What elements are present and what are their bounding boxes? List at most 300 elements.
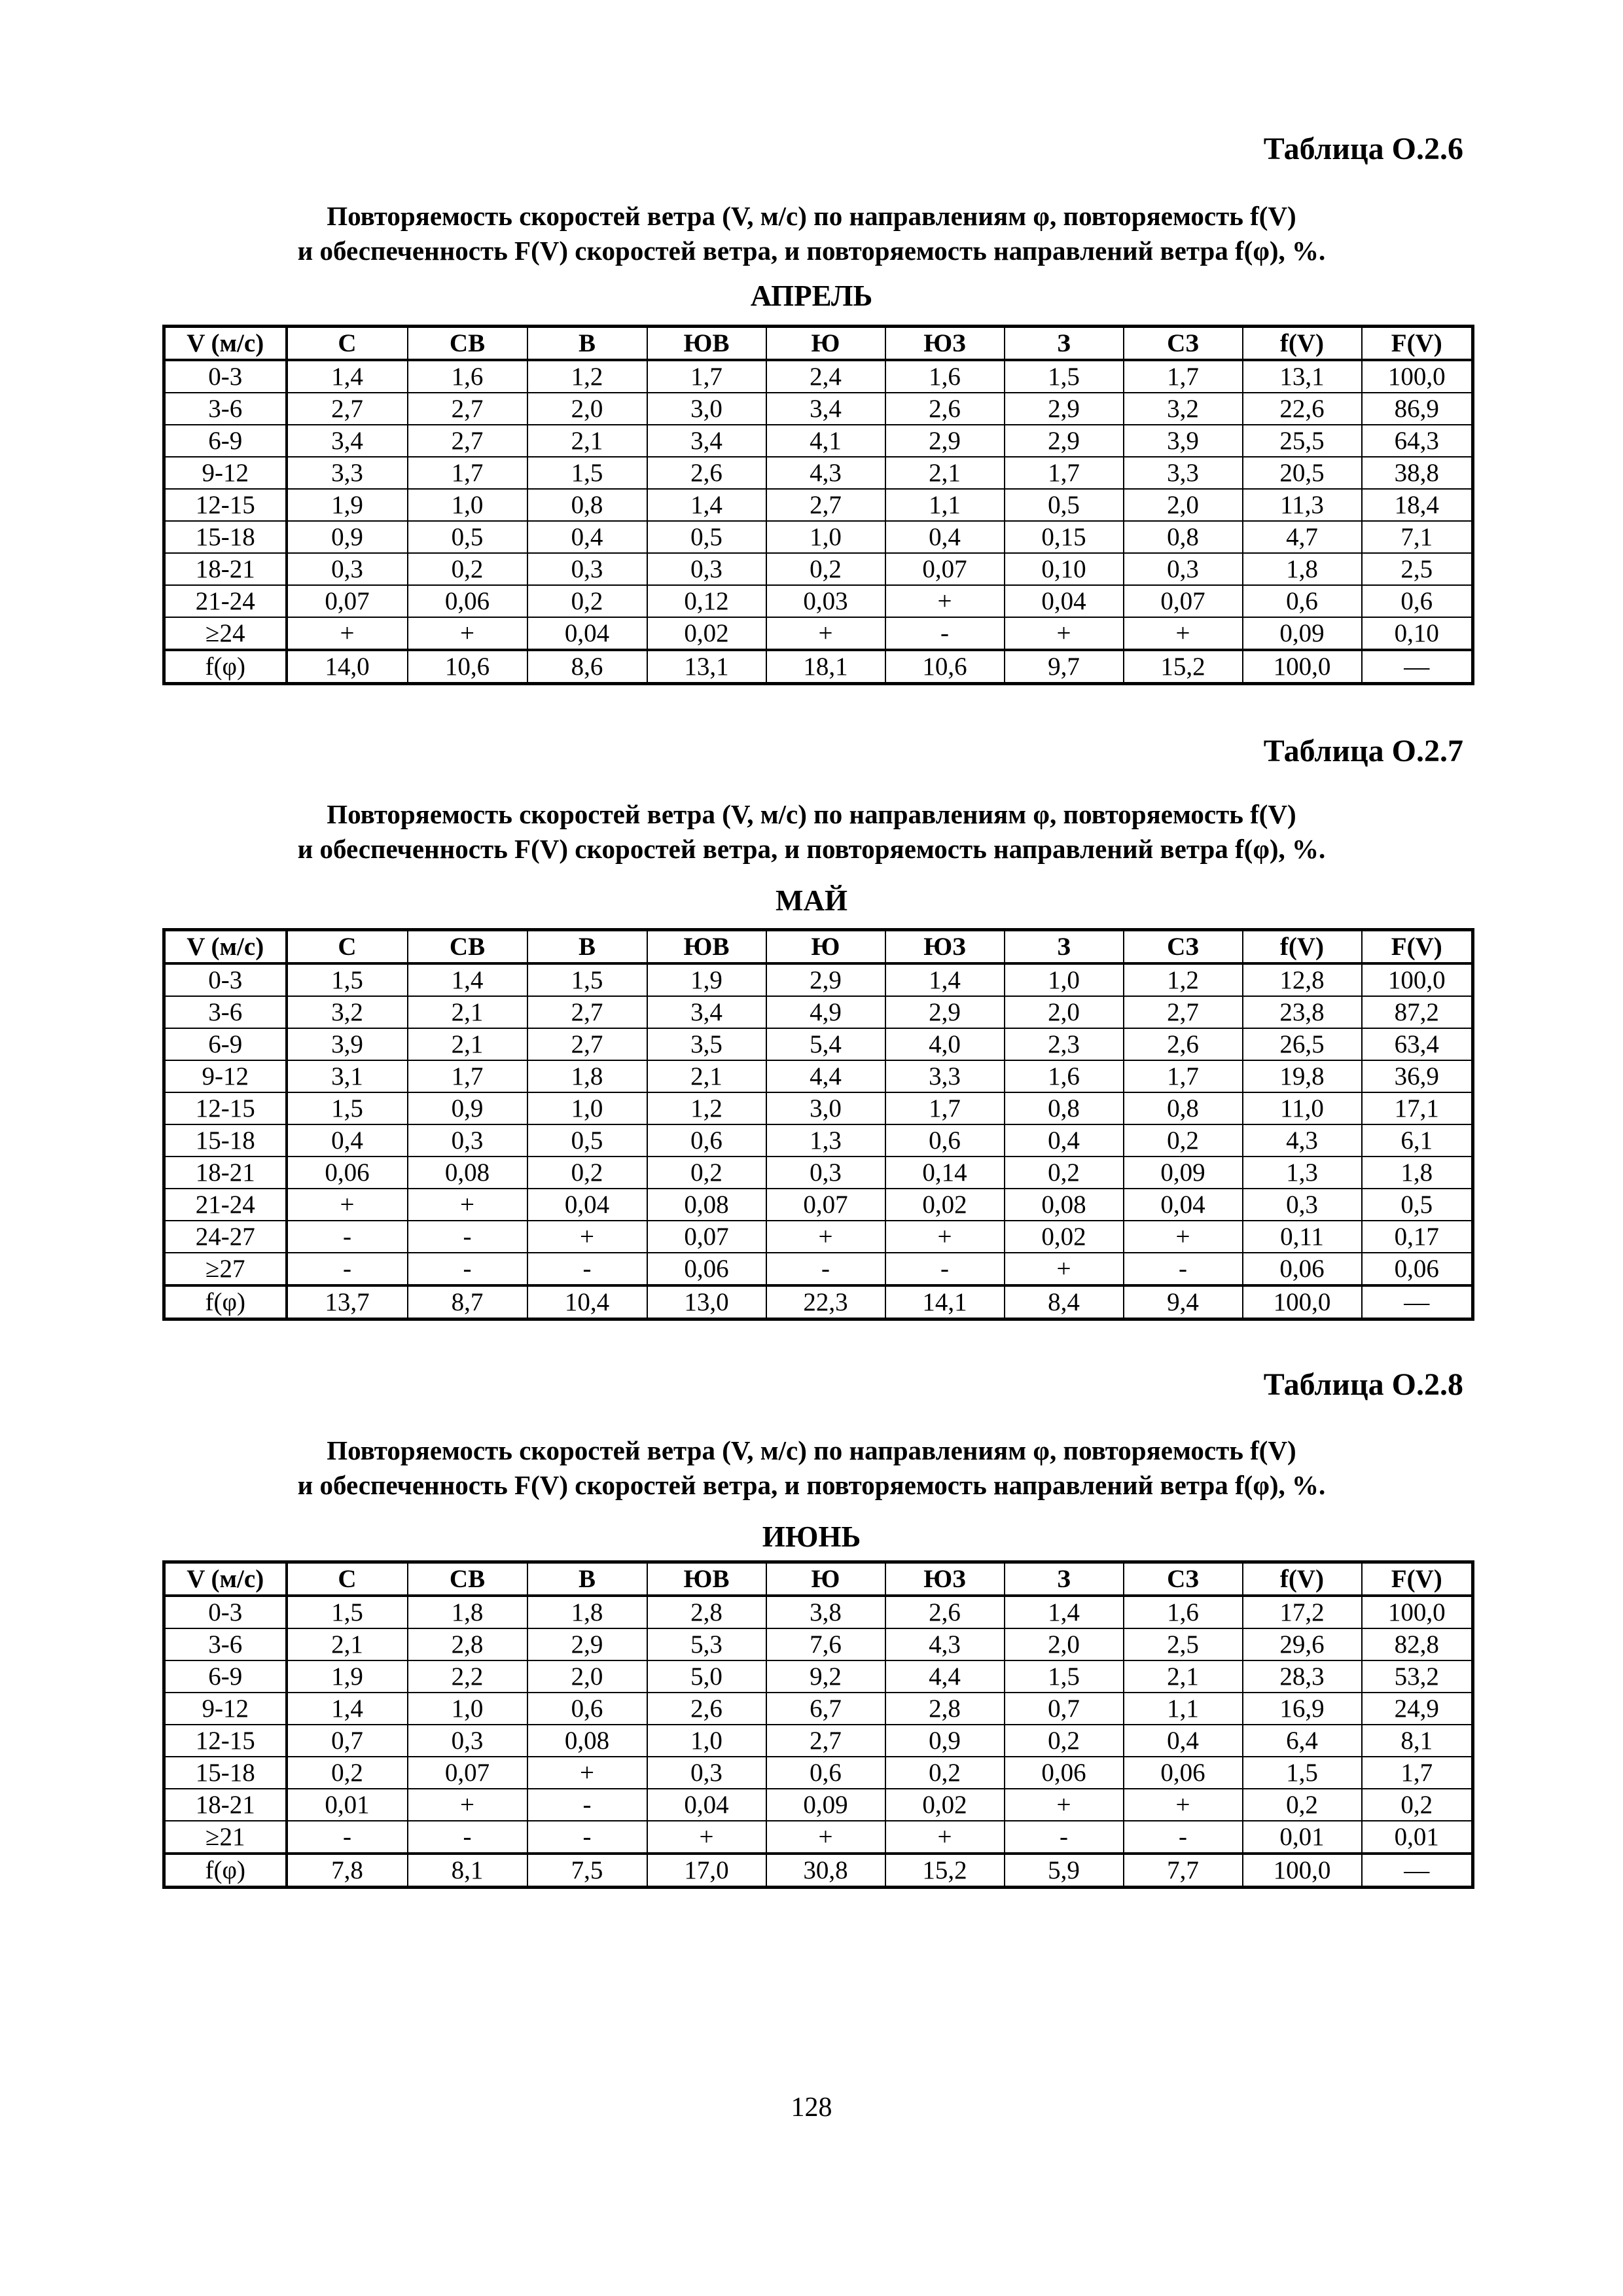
table-row	[164, 1092, 1473, 1124]
value-cell: 1,9	[287, 489, 408, 521]
value-cell: 0,09	[1243, 617, 1362, 650]
value-cell: 3,4	[647, 996, 766, 1028]
value-cell: 18,4	[1362, 489, 1473, 521]
value-cell: 2,0	[527, 1660, 647, 1693]
value-cell: 0,9	[408, 1092, 527, 1124]
value-cell: 2,2	[408, 1660, 527, 1693]
value-cell: 0,06	[287, 1157, 408, 1189]
table-row	[164, 489, 1473, 521]
value-cell: 3,1	[287, 1060, 408, 1092]
value-cell: 86,9	[1362, 393, 1473, 425]
value-cell: 0,07	[1124, 585, 1243, 617]
value-cell: 20,5	[1243, 457, 1362, 489]
speed-range-cell: 0-3	[164, 360, 287, 393]
value-cell: 0,2	[1005, 1725, 1124, 1757]
table-label: Таблица О.2.8	[1263, 1367, 1463, 1402]
value-cell: -	[527, 1253, 647, 1285]
value-cell: 23,8	[1243, 996, 1362, 1028]
value-cell: +	[766, 1821, 885, 1854]
column-header-e: В	[527, 1562, 647, 1596]
speed-range-cell: 9-12	[164, 1693, 287, 1725]
value-cell: 0,01	[1362, 1821, 1473, 1854]
table-row	[164, 521, 1473, 553]
value-cell: 100,0	[1362, 360, 1473, 393]
column-header-s: Ю	[766, 1562, 885, 1596]
value-cell: 0,2	[527, 585, 647, 617]
value-cell: 16,9	[1243, 1693, 1362, 1725]
value-cell: +	[647, 1821, 766, 1854]
value-cell: 2,7	[766, 489, 885, 521]
value-cell: 11,0	[1243, 1092, 1362, 1124]
value-cell: 17,1	[1362, 1092, 1473, 1124]
value-cell: 0,15	[1005, 521, 1124, 553]
value-cell: 2,1	[1124, 1660, 1243, 1693]
value-cell: 4,4	[766, 1060, 885, 1092]
value-cell: 1,9	[287, 1660, 408, 1693]
value-cell: 1,0	[408, 489, 527, 521]
value-cell: 0,10	[1362, 617, 1473, 650]
value-cell: 2,9	[766, 963, 885, 996]
value-cell: 1,5	[1005, 1660, 1124, 1693]
sum-value-cell: 10,4	[527, 1285, 647, 1319]
value-cell: 0,6	[1362, 585, 1473, 617]
value-cell: 9,2	[766, 1660, 885, 1693]
wind-table-april	[162, 325, 1474, 685]
column-header-Fv: F(V)	[1362, 327, 1473, 361]
value-cell: 1,7	[647, 360, 766, 393]
value-cell: 38,8	[1362, 457, 1473, 489]
value-cell: 0,2	[408, 553, 527, 585]
value-cell: 0,14	[885, 1157, 1005, 1189]
value-cell: 0,10	[1005, 553, 1124, 585]
table-row	[164, 1596, 1473, 1628]
column-header-speed: V (м/с)	[164, 327, 287, 361]
value-cell: 1,5	[1243, 1757, 1362, 1789]
value-cell: 1,1	[885, 489, 1005, 521]
value-cell: 2,7	[408, 425, 527, 457]
value-cell: 4,3	[766, 457, 885, 489]
value-cell: 2,4	[766, 360, 885, 393]
sum-value-cell: 7,8	[287, 1854, 408, 1888]
speed-range-cell: 6-9	[164, 1028, 287, 1060]
value-cell: 1,0	[408, 1693, 527, 1725]
value-cell: 7,1	[1362, 521, 1473, 553]
value-cell: 2,9	[885, 996, 1005, 1028]
value-cell: 6,1	[1362, 1124, 1473, 1157]
value-cell: 1,3	[766, 1124, 885, 1157]
value-cell: 4,4	[885, 1660, 1005, 1693]
table-row	[164, 1189, 1473, 1221]
value-cell: +	[1124, 617, 1243, 650]
table-row	[164, 1028, 1473, 1060]
value-cell: -	[1124, 1253, 1243, 1285]
value-cell: 0,06	[647, 1253, 766, 1285]
value-cell: 4,9	[766, 996, 885, 1028]
column-header-speed: V (м/с)	[164, 930, 287, 964]
value-cell: +	[766, 617, 885, 650]
value-cell: -	[408, 1821, 527, 1854]
value-cell: 0,3	[766, 1157, 885, 1189]
sum-value-cell: 8,6	[527, 650, 647, 684]
value-cell: +	[408, 1789, 527, 1821]
value-cell: 0,01	[287, 1789, 408, 1821]
value-cell: +	[885, 585, 1005, 617]
value-cell: 0,01	[1243, 1821, 1362, 1854]
caption-line-1: Повторяемость скоростей ветра (V, м/с) по направлениям φ, повторяемость f(V)	[327, 799, 1296, 829]
value-cell: 1,4	[885, 963, 1005, 996]
sum-value-cell: 7,5	[527, 1854, 647, 1888]
speed-range-cell: 0-3	[164, 963, 287, 996]
column-header-fv: f(V)	[1243, 930, 1362, 964]
month-title: АПРЕЛЬ	[750, 279, 873, 312]
value-cell: 3,8	[766, 1596, 885, 1628]
sum-label-cell: f(φ)	[164, 1285, 287, 1319]
value-cell: 4,3	[885, 1628, 1005, 1660]
value-cell: 2,1	[408, 1028, 527, 1060]
column-header-s: Ю	[766, 327, 885, 361]
value-cell: 0,04	[527, 617, 647, 650]
sum-value-cell: 100,0	[1243, 650, 1362, 684]
value-cell: 3,2	[287, 996, 408, 1028]
value-cell: 22,6	[1243, 393, 1362, 425]
value-cell: 0,07	[647, 1221, 766, 1253]
value-cell: 0,07	[287, 585, 408, 617]
value-cell: 2,6	[885, 1596, 1005, 1628]
column-header-sw: ЮЗ	[885, 327, 1005, 361]
value-cell: 0,5	[1005, 489, 1124, 521]
value-cell: 2,9	[1005, 393, 1124, 425]
value-cell: -	[527, 1821, 647, 1854]
value-cell: 36,9	[1362, 1060, 1473, 1092]
sum-value-cell: 17,0	[647, 1854, 766, 1888]
column-header-e: В	[527, 327, 647, 361]
value-cell: 1,8	[1243, 553, 1362, 585]
value-cell: 2,7	[1124, 996, 1243, 1028]
column-header-w: З	[1005, 327, 1124, 361]
speed-range-cell: 6-9	[164, 1660, 287, 1693]
sum-value-cell: 14,1	[885, 1285, 1005, 1319]
column-header-Fv: F(V)	[1362, 930, 1473, 964]
value-cell: -	[287, 1253, 408, 1285]
sum-value-cell: 8,4	[1005, 1285, 1124, 1319]
value-cell: 4,7	[1243, 521, 1362, 553]
value-cell: 0,4	[1124, 1725, 1243, 1757]
value-cell: 2,7	[766, 1725, 885, 1757]
value-cell: -	[766, 1253, 885, 1285]
speed-range-cell: ≥27	[164, 1253, 287, 1285]
value-cell: 0,9	[287, 521, 408, 553]
sum-value-cell: 15,2	[885, 1854, 1005, 1888]
value-cell: 4,0	[885, 1028, 1005, 1060]
speed-range-cell: ≥21	[164, 1821, 287, 1854]
value-cell: 2,1	[408, 996, 527, 1028]
sum-value-cell: 9,7	[1005, 650, 1124, 684]
speed-range-cell: 21-24	[164, 1189, 287, 1221]
value-cell: 0,06	[1243, 1253, 1362, 1285]
value-cell: 1,3	[1243, 1157, 1362, 1189]
value-cell: 0,2	[1005, 1157, 1124, 1189]
value-cell: 0,5	[527, 1124, 647, 1157]
column-header-w: З	[1005, 1562, 1124, 1596]
value-cell: 11,3	[1243, 489, 1362, 521]
caption-line-1: Повторяемость скоростей ветра (V, м/с) по направлениям φ, повторяемость f(V)	[327, 201, 1296, 231]
value-cell: 0,2	[287, 1757, 408, 1789]
direction-sum-row	[164, 650, 1473, 684]
caption-line-2: и обеспеченность F(V) скоростей ветра, и повторяемость направлений ветра f(φ), %.	[297, 834, 1326, 865]
value-cell: 1,7	[1124, 360, 1243, 393]
value-cell: +	[1005, 1789, 1124, 1821]
value-cell: -	[287, 1821, 408, 1854]
sum-value-cell: 30,8	[766, 1854, 885, 1888]
table-row	[164, 1693, 1473, 1725]
value-cell: 0,8	[1005, 1092, 1124, 1124]
value-cell: 0,2	[1124, 1124, 1243, 1157]
value-cell: 0,3	[408, 1124, 527, 1157]
value-cell: 1,0	[766, 521, 885, 553]
column-header-se: ЮВ	[647, 1562, 766, 1596]
table-row	[164, 1660, 1473, 1693]
table-caption	[0, 199, 1623, 269]
value-cell: 4,1	[766, 425, 885, 457]
value-cell: 1,5	[527, 963, 647, 996]
header-row	[164, 327, 1473, 361]
value-cell: 3,3	[287, 457, 408, 489]
month-title: МАЙ	[776, 884, 847, 917]
value-cell: 64,3	[1362, 425, 1473, 457]
sum-value-cell: 13,1	[647, 650, 766, 684]
value-cell: +	[885, 1821, 1005, 1854]
value-cell: +	[1124, 1221, 1243, 1253]
table-caption	[0, 797, 1623, 867]
speed-range-cell: 3-6	[164, 1628, 287, 1660]
value-cell: 2,5	[1124, 1628, 1243, 1660]
header-row	[164, 930, 1473, 964]
value-cell: 7,6	[766, 1628, 885, 1660]
value-cell: 1,7	[1362, 1757, 1473, 1789]
sum-value-cell: 18,1	[766, 650, 885, 684]
value-cell: 0,8	[1124, 521, 1243, 553]
page-number: 128	[791, 2092, 832, 2123]
sum-value-cell: 10,6	[408, 650, 527, 684]
value-cell: 1,4	[408, 963, 527, 996]
speed-range-cell: 6-9	[164, 425, 287, 457]
value-cell: 0,07	[766, 1189, 885, 1221]
column-header-nw: СЗ	[1124, 327, 1243, 361]
value-cell: 6,7	[766, 1693, 885, 1725]
value-cell: 2,6	[647, 457, 766, 489]
table-row	[164, 1789, 1473, 1821]
value-cell: 2,1	[647, 1060, 766, 1092]
value-cell: 1,2	[527, 360, 647, 393]
value-cell: 0,3	[647, 553, 766, 585]
table-caption	[0, 1433, 1623, 1503]
table-row	[164, 1628, 1473, 1660]
value-cell: 0,6	[885, 1124, 1005, 1157]
speed-range-cell: 12-15	[164, 1725, 287, 1757]
value-cell: 0,6	[527, 1693, 647, 1725]
value-cell: 100,0	[1362, 1596, 1473, 1628]
sum-value-cell: 14,0	[287, 650, 408, 684]
direction-sum-row	[164, 1854, 1473, 1888]
value-cell: 1,6	[1005, 1060, 1124, 1092]
sum-value-cell: 22,3	[766, 1285, 885, 1319]
value-cell: 2,0	[1124, 489, 1243, 521]
value-cell: 0,5	[408, 521, 527, 553]
value-cell: 0,09	[1124, 1157, 1243, 1189]
value-cell: 1,2	[1124, 963, 1243, 996]
value-cell: 1,7	[885, 1092, 1005, 1124]
column-header-sw: ЮЗ	[885, 930, 1005, 964]
speed-range-cell: 3-6	[164, 393, 287, 425]
sum-label-cell: f(φ)	[164, 1854, 287, 1888]
table-row	[164, 1821, 1473, 1854]
sum-value-cell: 100,0	[1243, 1854, 1362, 1888]
table-row	[164, 360, 1473, 393]
speed-range-cell: 15-18	[164, 521, 287, 553]
value-cell: 28,3	[1243, 1660, 1362, 1693]
sum-value-cell: 13,0	[647, 1285, 766, 1319]
value-cell: 2,0	[1005, 996, 1124, 1028]
value-cell: 3,5	[647, 1028, 766, 1060]
value-cell: 0,6	[766, 1757, 885, 1789]
value-cell: 0,11	[1243, 1221, 1362, 1253]
value-cell: 3,2	[1124, 393, 1243, 425]
value-cell: 0,7	[1005, 1693, 1124, 1725]
value-cell: 0,2	[1243, 1789, 1362, 1821]
value-cell: 1,0	[527, 1092, 647, 1124]
sum-value-cell: 13,7	[287, 1285, 408, 1319]
column-header-w: З	[1005, 930, 1124, 964]
column-header-fv: f(V)	[1243, 1562, 1362, 1596]
value-cell: 0,2	[647, 1157, 766, 1189]
value-cell: 5,4	[766, 1028, 885, 1060]
value-cell: 1,4	[287, 1693, 408, 1725]
value-cell: 0,2	[527, 1157, 647, 1189]
value-cell: 0,3	[1243, 1189, 1362, 1221]
table-row	[164, 996, 1473, 1028]
table-row	[164, 1725, 1473, 1757]
table-row	[164, 425, 1473, 457]
value-cell: 19,8	[1243, 1060, 1362, 1092]
value-cell: 82,8	[1362, 1628, 1473, 1660]
sum-value-cell: —	[1362, 1285, 1473, 1319]
value-cell: 13,1	[1243, 360, 1362, 393]
value-cell: 2,8	[408, 1628, 527, 1660]
column-header-e: В	[527, 930, 647, 964]
value-cell: 0,4	[885, 521, 1005, 553]
value-cell: 3,4	[647, 425, 766, 457]
value-cell: 1,5	[287, 1092, 408, 1124]
value-cell: 3,0	[766, 1092, 885, 1124]
value-cell: +	[766, 1221, 885, 1253]
sum-value-cell: 8,1	[408, 1854, 527, 1888]
value-cell: 0,4	[1005, 1124, 1124, 1157]
table-row	[164, 553, 1473, 585]
value-cell: 0,4	[527, 521, 647, 553]
value-cell: -	[408, 1221, 527, 1253]
value-cell: 2,9	[1005, 425, 1124, 457]
value-cell: +	[287, 1189, 408, 1221]
column-header-ne: СВ	[408, 327, 527, 361]
value-cell: 2,5	[1362, 553, 1473, 585]
value-cell: 2,6	[1124, 1028, 1243, 1060]
value-cell: 12,8	[1243, 963, 1362, 996]
table-row	[164, 393, 1473, 425]
column-header-se: ЮВ	[647, 327, 766, 361]
value-cell: 53,2	[1362, 1660, 1473, 1693]
value-cell: 0,03	[766, 585, 885, 617]
table-row	[164, 1124, 1473, 1157]
column-header-se: ЮВ	[647, 930, 766, 964]
table-row	[164, 457, 1473, 489]
sum-value-cell: —	[1362, 1854, 1473, 1888]
value-cell: -	[885, 1253, 1005, 1285]
speed-range-cell: 0-3	[164, 1596, 287, 1628]
value-cell: 1,0	[647, 1725, 766, 1757]
value-cell: 5,3	[647, 1628, 766, 1660]
value-cell: 1,5	[1005, 360, 1124, 393]
value-cell: 0,9	[885, 1725, 1005, 1757]
table-row	[164, 1757, 1473, 1789]
value-cell: 0,02	[885, 1189, 1005, 1221]
value-cell: 0,08	[647, 1189, 766, 1221]
table-label: Таблица О.2.7	[1263, 734, 1463, 768]
value-cell: 0,2	[766, 553, 885, 585]
value-cell: 8,1	[1362, 1725, 1473, 1757]
value-cell: 0,7	[287, 1725, 408, 1757]
value-cell: 3,4	[766, 393, 885, 425]
value-cell: 0,02	[647, 617, 766, 650]
value-cell: 2,7	[527, 996, 647, 1028]
value-cell: -	[1124, 1821, 1243, 1854]
month-title: ИЮНЬ	[762, 1520, 861, 1553]
value-cell: 1,7	[1005, 457, 1124, 489]
value-cell: +	[408, 1189, 527, 1221]
speed-range-cell: 15-18	[164, 1124, 287, 1157]
value-cell: 0,08	[1005, 1189, 1124, 1221]
value-cell: 0,8	[527, 489, 647, 521]
value-cell: 3,3	[1124, 457, 1243, 489]
value-cell: 3,0	[647, 393, 766, 425]
value-cell: 2,1	[885, 457, 1005, 489]
value-cell: 2,8	[647, 1596, 766, 1628]
value-cell: 2,6	[647, 1693, 766, 1725]
value-cell: 2,7	[527, 1028, 647, 1060]
value-cell: 0,04	[527, 1189, 647, 1221]
value-cell: 2,8	[885, 1693, 1005, 1725]
sum-value-cell: 8,7	[408, 1285, 527, 1319]
sum-value-cell: 100,0	[1243, 1285, 1362, 1319]
value-cell: 0,02	[885, 1789, 1005, 1821]
value-cell: 0,06	[408, 585, 527, 617]
sum-label-cell: f(φ)	[164, 650, 287, 684]
value-cell: 3,4	[287, 425, 408, 457]
sum-value-cell: 15,2	[1124, 650, 1243, 684]
column-header-s: Ю	[766, 930, 885, 964]
value-cell: 0,17	[1362, 1221, 1473, 1253]
value-cell: 25,5	[1243, 425, 1362, 457]
value-cell: 1,9	[647, 963, 766, 996]
speed-range-cell: 3-6	[164, 996, 287, 1028]
value-cell: +	[287, 617, 408, 650]
value-cell: 1,4	[647, 489, 766, 521]
value-cell: 1,6	[885, 360, 1005, 393]
value-cell: 1,6	[1124, 1596, 1243, 1628]
value-cell: 0,04	[1005, 585, 1124, 617]
speed-range-cell: 12-15	[164, 1092, 287, 1124]
value-cell: 3,3	[885, 1060, 1005, 1092]
value-cell: 1,7	[1124, 1060, 1243, 1092]
